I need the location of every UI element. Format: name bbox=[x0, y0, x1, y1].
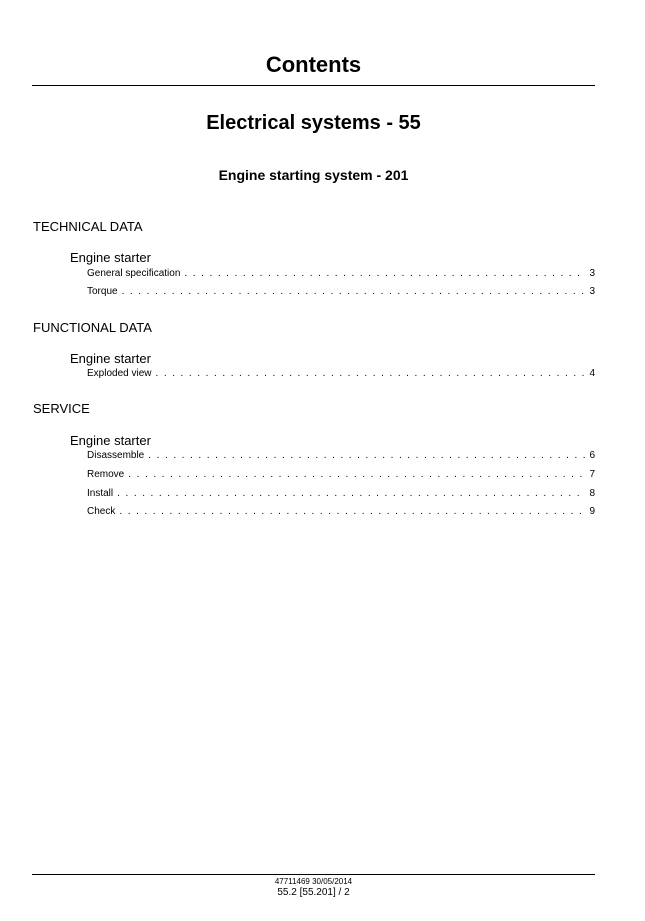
section-title: Electrical systems - 55 bbox=[206, 112, 421, 134]
toc-entry-label: General specification bbox=[87, 268, 181, 279]
dot-leader bbox=[148, 449, 586, 463]
dot-leader bbox=[119, 505, 586, 519]
page-title: Contents bbox=[265, 52, 362, 77]
toc-entry[interactable] bbox=[87, 487, 595, 501]
group-heading-functional-data: FUNCTIONAL DATA bbox=[33, 320, 152, 335]
toc-entry[interactable] bbox=[87, 505, 595, 519]
dot-leader bbox=[128, 468, 586, 482]
toc-entry-label: Install bbox=[87, 488, 114, 499]
group-heading-technical-data: TECHNICAL DATA bbox=[33, 219, 143, 234]
toc-entry-page: 4 bbox=[589, 368, 595, 379]
footer-document-code: 47711469 30/05/2014 bbox=[274, 877, 353, 886]
toc-entry-page: 7 bbox=[589, 469, 595, 480]
toc-entry-page: 3 bbox=[589, 268, 595, 279]
toc-entry-label: Exploded view bbox=[87, 368, 152, 379]
topic-engine-starter: Engine starter bbox=[70, 250, 151, 265]
toc-entry[interactable] bbox=[87, 367, 595, 381]
toc-entry[interactable] bbox=[87, 285, 595, 299]
toc-entry-label: Remove bbox=[87, 469, 125, 480]
dot-leader bbox=[122, 285, 587, 299]
toc-entry[interactable] bbox=[87, 468, 595, 482]
footer-page-reference: 55.2 [55.201] / 2 bbox=[277, 887, 350, 898]
topic-engine-starter: Engine starter bbox=[70, 351, 151, 366]
group-heading-service: SERVICE bbox=[33, 401, 90, 416]
toc-entry-label: Torque bbox=[87, 286, 118, 297]
toc-entry-page: 9 bbox=[589, 506, 595, 517]
toc-entry[interactable] bbox=[87, 267, 595, 281]
dot-leader bbox=[117, 487, 586, 501]
dot-leader bbox=[184, 267, 586, 281]
toc-entry[interactable] bbox=[87, 449, 595, 463]
toc-entry-page: 3 bbox=[589, 286, 595, 297]
toc-entry-label: Check bbox=[87, 506, 116, 517]
toc-entry-page: 8 bbox=[589, 488, 595, 499]
toc-entry-page: 6 bbox=[589, 450, 595, 461]
dot-leader bbox=[155, 367, 586, 381]
footer-divider bbox=[32, 874, 595, 875]
subsection-title: Engine starting system - 201 bbox=[218, 167, 409, 183]
toc-entry-label: Disassemble bbox=[87, 450, 145, 461]
header-divider bbox=[32, 85, 595, 86]
topic-engine-starter: Engine starter bbox=[70, 433, 151, 448]
